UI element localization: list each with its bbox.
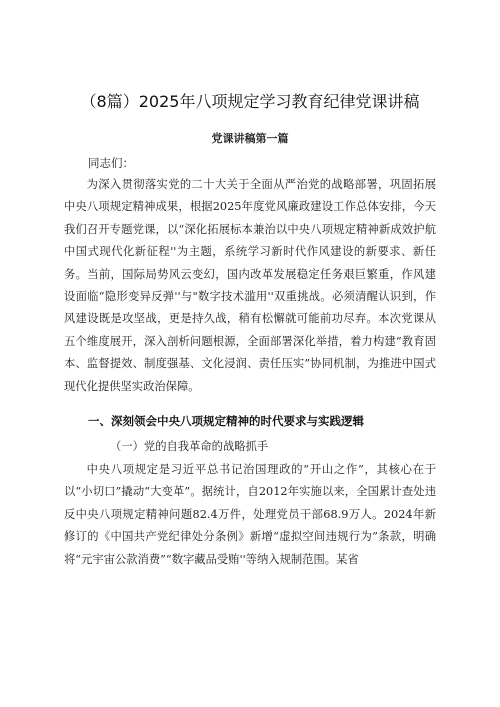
body-paragraph: 中央八项规定是习近平总书记治国理政的“开山之作”，其核心在于以“小切口”撬动“大变革”。据统计，自2012年实施以来，全国累计查处违反中央八项规定精神问题82.4万件，处理党员干部68.9万人。2024年新修订的《中国共产党纪律处分条例》新增“虚拟空间违规行为”条款，明确将“元宇宙公款消费”“数字藏品受贿''等纳入规制范围。某省 (64, 463, 436, 566)
greeting: 同志们： (88, 156, 134, 170)
intro-paragraph: 为深入贯彻落实党的二十大关于全面从严治党的战略部署，巩固拓展中央八项规定精神成果，根据2025年度党风廉政建设工作总体安排，今天我们召开专题党课，以“深化拓展标本兼治以中央八项规定精神新成效护航中国式现代化新征程''为主题，系统学习新时代作风建设的新要求、新任务。当前，国际局势风云变幻，国内改革发展稳定任务艰巨繁重，作风建设面临“隐形变异反弹''与"数字技术滥用''双重挑战。必须清醒认识到，作风建设既是攻坚战，更是持久战，稍有松懈就可能前功尽弃。本次党课从五个维度展开，深入剖析问题根源，全面部署深化举措，着力构建“教育固本、监督提效、制度强基、文化浸润、责任压实”协同机制，为推进中国式现代化提供坚实政治保障。 (64, 178, 436, 393)
document-subtitle: 党课讲稿第一篇 (211, 132, 289, 145)
document-title: （8篇）2025年八项规定学习教育纪律党课讲稿 (80, 92, 420, 111)
subsection-heading: （一）党的自我革命的战略抓手 (110, 440, 269, 453)
section-heading: 一、深刻领会中央八项规定精神的时代要求与实践逻辑 (88, 414, 364, 428)
